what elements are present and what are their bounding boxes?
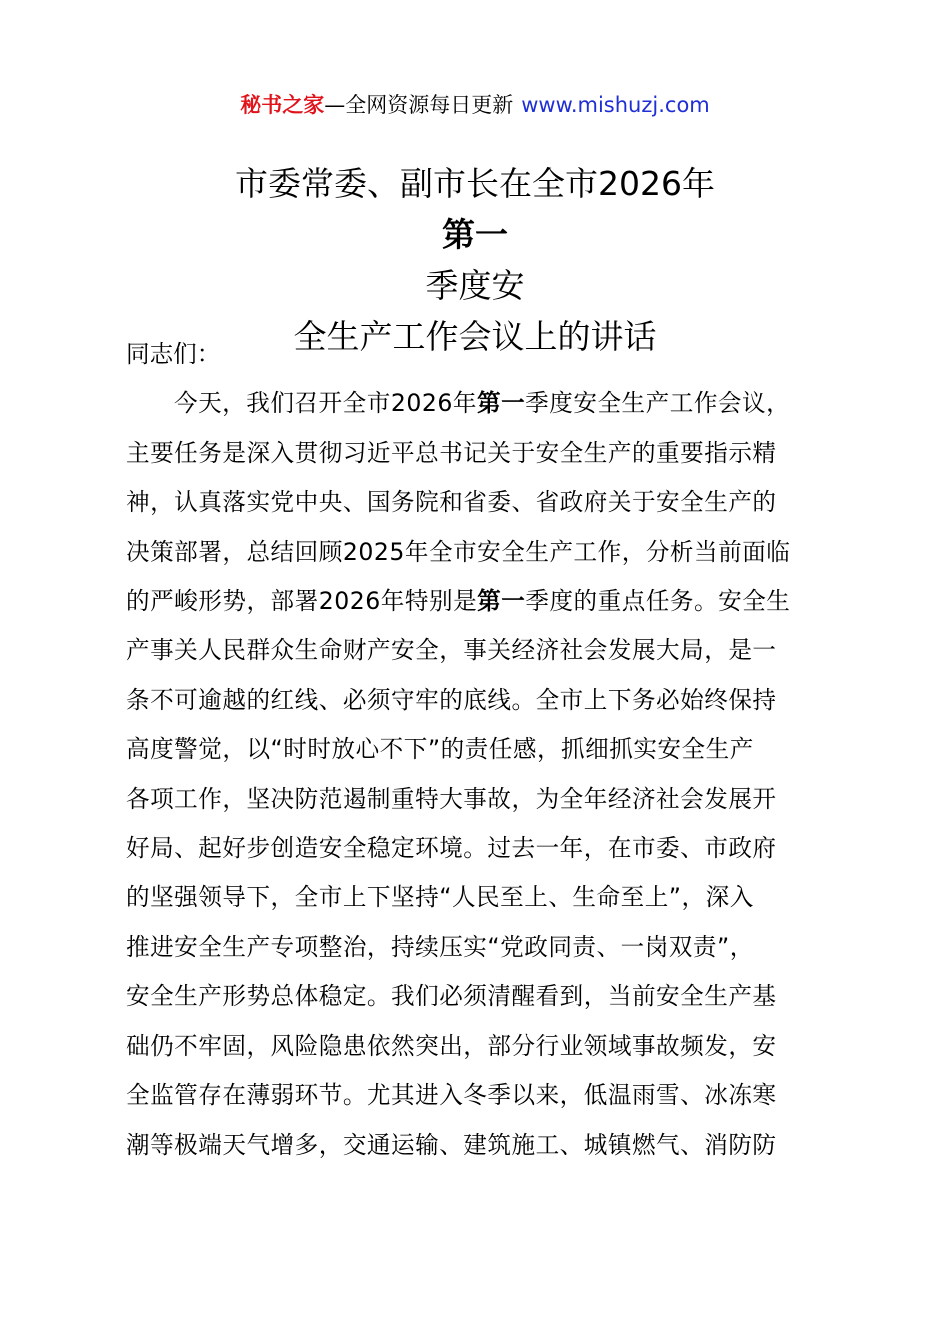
paragraph-line: 神，认真落实党中央、国务院和省委、省政府关于安全生产的 [126, 488, 777, 517]
brand-name: 秘书之家 [240, 93, 325, 117]
paragraph-line: 各项工作，坚决防范遏制重特大事故，为全年经济社会发展开 [126, 784, 777, 813]
paragraph-line: 潮等极端天气增多，交通运输、建筑施工、城镇燃气、消防防 [126, 1130, 777, 1159]
body-paragraph [126, 379, 836, 1170]
paragraph-line: 推进安全生产专项整治，持续压实“党政同责、一岗双责”， [126, 932, 754, 961]
title-emphasis: 第一 [442, 215, 508, 254]
paragraph-line: 今天，我们召开全市2026年第一季度安全生产工作会议， [174, 389, 791, 418]
paragraph-line: 条不可逾越的红线、必须守牢的底线。全市上下务必始终保持 [126, 685, 777, 714]
paragraph-line: 全监管存在薄弱环节。尤其进入冬季以来，低温雨雪、冰冻寒 [126, 1081, 777, 1110]
site-header [0, 88, 950, 122]
title-line-1: 市委常委、副市长在全市2026年 第一 季度安 [110, 158, 840, 311]
paragraph-line: 的严峻形势，部署2026年特别是第一季度的重点任务。安全生 [126, 587, 791, 616]
site-tagline: —全网资源每日更新 [324, 93, 514, 117]
paragraph-emphasis: 第一 [477, 587, 526, 616]
speech-body [126, 330, 836, 1170]
paragraph-line: 的坚强领导下，全市上下坚持“人民至上、生命至上”，深入 [126, 883, 754, 912]
paragraph-emphasis: 第一 [476, 389, 526, 418]
paragraph-line: 安全生产形势总体稳定。我们必须清醒看到，当前安全生产基 [126, 982, 777, 1011]
paragraph-line: 决策部署，总结回顾2025年全市安全生产工作，分析当前面临 [126, 537, 791, 566]
title-line-2: 全生产工作会议上的讲话 [293, 317, 657, 356]
paragraph-line: 高度警觉，以“时时放心不下”的责任感，抓细抓实安全生产 [126, 735, 754, 764]
paragraph-line: 好局、起好步创造安全稳定环境。过去一年，在市委、市政府 [126, 834, 777, 863]
paragraph-line: 础仍不牢固，风险隐患依然突出，部分行业领域事故频发，安 [126, 1031, 777, 1060]
site-url-link[interactable]: www.mishuzj.com [521, 93, 710, 117]
salutation: 同志们： [126, 340, 221, 368]
paragraph-line: 产事关人民群众生命财产安全，事关经济社会发展大局，是一 [126, 636, 777, 665]
paragraph-line: 主要任务是深入贯彻习近平总书记关于安全生产的重要指示精 [126, 438, 777, 467]
